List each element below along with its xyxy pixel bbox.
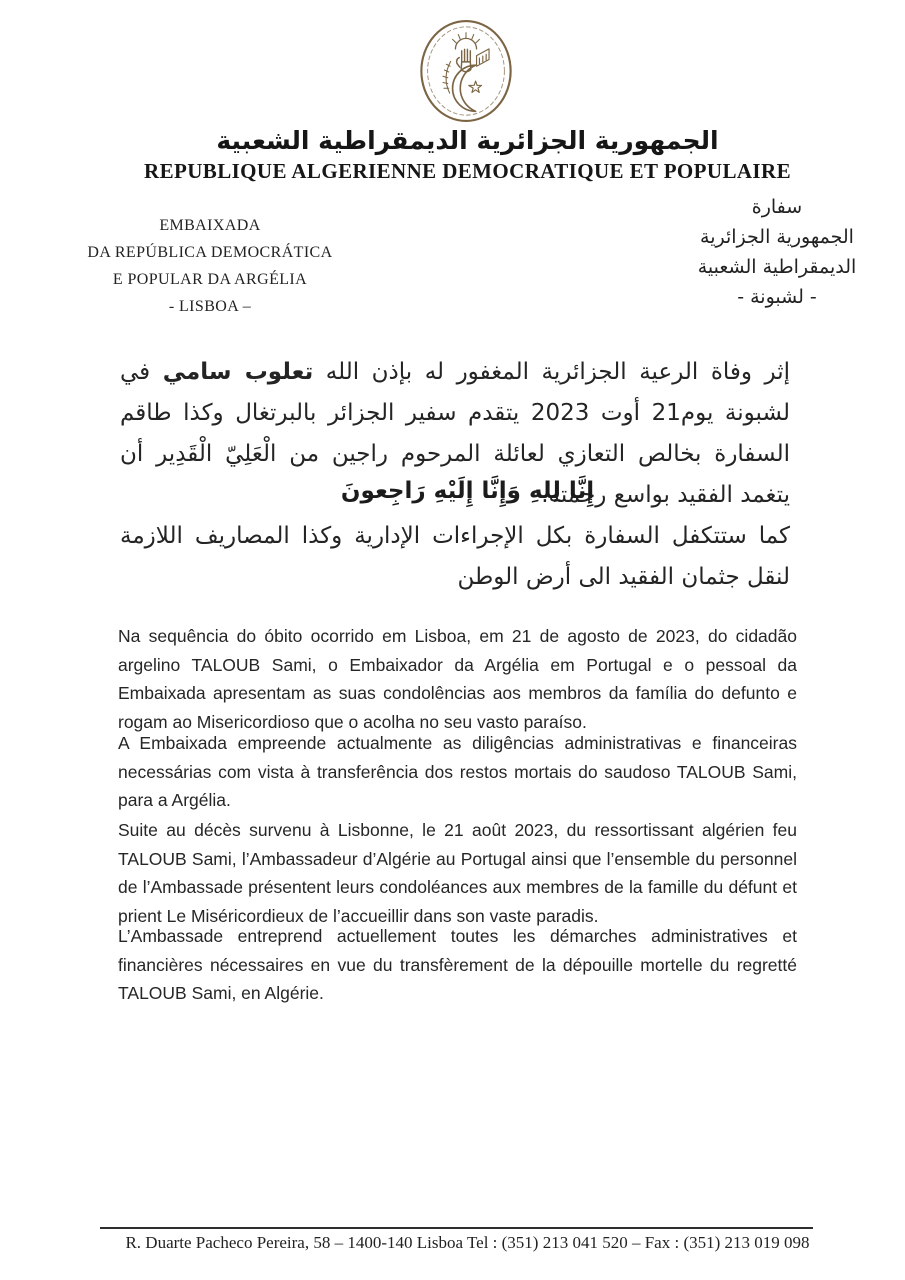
- algeria-state-emblem-icon: [418, 16, 514, 126]
- footer-divider: [100, 1227, 813, 1229]
- istirja-phrase: إِنَّا لِلهِ وَإِنَّا إِلَيْهِ رَاجِعونَ: [340, 478, 595, 504]
- french-condolence-paragraph: Suite au décès survenu à Lisbonne, le 21 août 2023, du ressortissant algérien feu TALOUB Sami, l’Ambassadeur d’Algérie au Portugal ainsi que l’ensemble du personnel de l’Ambassade présentent leurs condoléances aux membres de la famille du défunt et prient Le Miséricordieux de l’accueillir dans son vaste paradis.: [118, 820, 797, 926]
- embassy-ar-line-2: الجمهورية الجزائرية: [700, 226, 854, 248]
- arabic-arrangements-paragraph: كما ستتكفل السفارة بكل الإجراءات الإدارية وكذا المصاريف اللازمة لنقل جثمان الفقيد الى أرض الوطن: [120, 523, 790, 590]
- embassy-pt-line-1: EMBAIXADA: [159, 217, 261, 234]
- embassy-pt-line-3: E POPULAR DA ARGÉLIA: [112, 271, 308, 288]
- embassy-pt-line-2: DA REPÚBLICA DEMOCRÁTICA: [87, 244, 333, 261]
- embassy-pt-line-4: - LISBOA –: [168, 298, 252, 315]
- arabic-paragraph-text-before: إثر وفاة الرعية الجزائرية المغفور له بإذن الله: [313, 359, 790, 385]
- arabic-paragraph-text-after: في لشبونة يوم21 أوت 2023 يتقدم سفير الجزائر بالبرتغال وكذا طاقم السفارة بخالص التعازي لعائلة المرحوم راجين من الْعَلِيّ الْقَدِير أن يتغمد الفقيد بواسع رحمته.: [120, 359, 790, 508]
- portuguese-arrangements-paragraph: A Embaixada empreende actualmente as diligências administrativas e financeiras necessárias com vista à transferência dos restos mortais do saudoso TALOUB Sami, para a Argélia.: [118, 733, 797, 810]
- embassy-ar-line-1: سفارة: [751, 196, 803, 218]
- embassy-address-arabic: [672, 192, 882, 312]
- embassy-ar-line-3: الديمقراطية الشعبية: [697, 256, 857, 278]
- portuguese-condolence-paragraph: Na sequência do óbito ocorrido em Lisboa, em 21 de agosto de 2023, do cidadão argelino TALOUB Sami, o Embaixador da Argélia em Portugal e o pessoal da Embaixada apresentam as suas condolências aos membros da família do defunto e rogam ao Misericordioso que o acolha no seu vasto paraíso.: [118, 626, 797, 732]
- republic-title-french: REPUBLIQUE ALGERIENNE DEMOCRATIQUE ET POPULAIRE: [144, 159, 791, 183]
- embassy-address-portuguese: [60, 212, 360, 320]
- deceased-name-arabic: تعلوب سامي: [162, 359, 314, 385]
- embassy-ar-line-4: - لشبونة -: [737, 286, 817, 308]
- republic-title-arabic: الجمهورية الجزائرية الديمقراطية الشعبية: [216, 126, 719, 155]
- french-arrangements-paragraph: L’Ambassade entreprend actuellement toutes les démarches administratives et financières nécessaires en vue du transfèrement de la dépouille mortelle du regretté TALOUB Sami, en Algérie.: [118, 926, 797, 1003]
- embassy-contact-footer: R. Duarte Pacheco Pereira, 58 – 1400-140 Lisboa Tel : (351) 213 041 520 – Fax : (351) 213 019 098: [125, 1233, 810, 1252]
